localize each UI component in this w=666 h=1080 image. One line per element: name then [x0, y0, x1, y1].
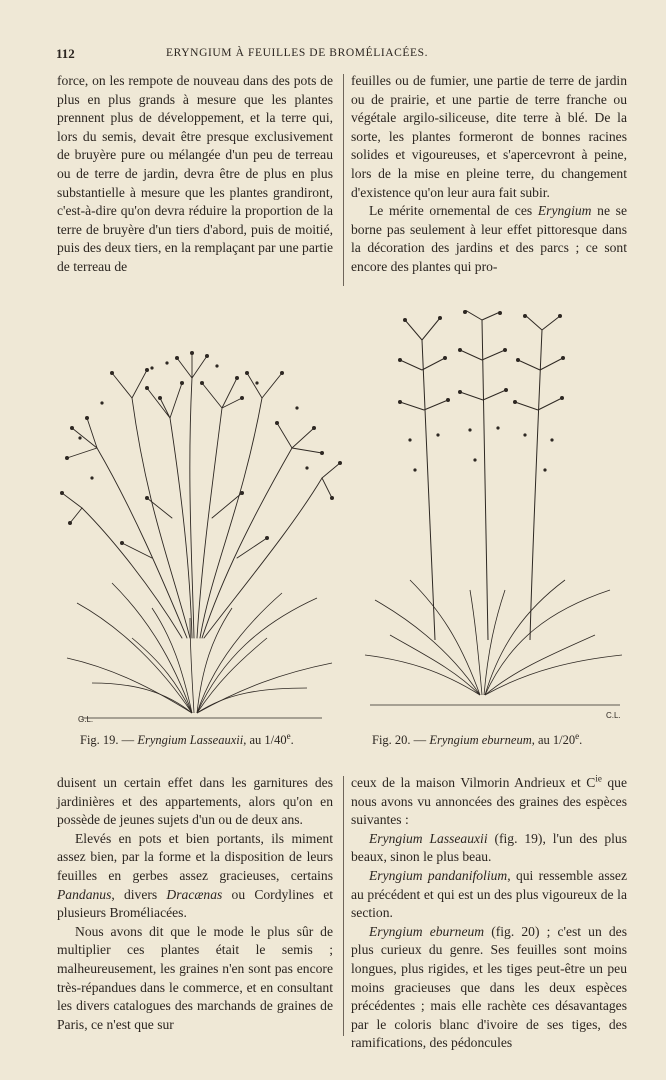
figure-20-illustration [360, 310, 630, 722]
species-name: Eryngium Lasseauxii [369, 830, 488, 846]
superscript: e [286, 730, 291, 741]
paragraph: duisent un certain effet dans les garnitures des jardinières et des appartements, alors qu'on en possède de jeunes sujets d'un ou de deux ans. [57, 775, 333, 828]
engraver-signature: C.L. [606, 711, 621, 720]
column-rule-top [343, 74, 344, 286]
top-right-column [351, 72, 627, 277]
caption-label: Fig. 19. — [80, 733, 138, 747]
paragraph [351, 923, 627, 1053]
column-rule-bottom [343, 776, 344, 1036]
top-left-column [57, 72, 333, 277]
figure-19-caption [80, 730, 294, 748]
text-run: Le mérite ornemental de ces [369, 203, 538, 219]
text-run: Elevés en pots et bien portants, ils miment assez bien, par la forme et la disposition de leurs feuilles en gerbes assez gracieuses, certains [57, 830, 333, 883]
text-run: ceux de la maison Vilmorin Andrieux et C [351, 775, 596, 790]
species-name: Eryngium pandanifolium [369, 867, 508, 883]
paragraph [351, 867, 627, 923]
caption-label: Fig. 20. — [372, 733, 430, 747]
superscript: e [575, 730, 580, 741]
text-run: ou Cordylines et plusieurs Broméliacées. [57, 886, 333, 921]
superscript: ie [595, 773, 602, 784]
engraver-signature: G.L. [78, 715, 94, 724]
species-name: Eryngium Lasseauxii [137, 733, 244, 747]
figure-20-caption [372, 730, 583, 748]
caption-end: . [579, 733, 583, 747]
genus-name: Pandanus [57, 886, 112, 902]
text-run: que nous avons vu annoncées des graines des espèces suivantes : [351, 775, 627, 828]
text-run: (fig. 19), l'un des plus beaux, sinon le plus beau. [351, 830, 628, 865]
text-run: ne se borne pas seulement à leur effet pittoresque dans la décoration des jardins et des parcs ; ce sont encore des plantes qui pro- [351, 203, 628, 274]
paragraph [351, 202, 627, 276]
text-run: (fig. 20) ; c'est un des plus curieux du genre. Ses feuilles sont moins longues, plus rigides, et les tiges peut-être un peu moins gracieuses que dans les deux espèces précédentes ; mais elle rachète ces désavantages par le coloris blanc d'ivoire de ses tiges, des ramifications, des pédoncules [351, 923, 627, 1051]
paragraph: force, on les rempote de nouveau dans des pots de plus en plus grands à mesure que les plantes prennent plus de développement, et la terre qui, lors du semis, devait être presque exclusivement de bruyère pure ou mélangée d'un peu de terreau ou de terre de jardin, devra être de plus en plus substantielle à mesure que les plantes grandiront, c'est-à-dire qu'on devra réduire la proportion de la terre de bruyère d'un tiers d'abord, puis de moitié, puis des deux tiers, en la remplaçant par une partie de terreau de [57, 73, 333, 274]
running-title: ERYNGIUM À FEUILLES DE BROMÉLIACÉES. [166, 47, 429, 59]
page-number: 112 [56, 46, 75, 61]
caption-end: . [290, 733, 294, 747]
species-name: Eryngium eburneum [429, 733, 532, 747]
caption-scale: , au 1/20 [531, 733, 576, 747]
genus-name: Eryngium [537, 203, 592, 219]
caption-scale: , au 1/40 [243, 733, 287, 747]
genus-name: Dracænas [166, 886, 223, 902]
text-run: , divers [111, 886, 167, 902]
paragraph [351, 774, 627, 830]
page-header [56, 46, 626, 66]
text-run: , qui ressemble assez au précédent et qui est un des plus vigoureux de la section. [351, 867, 627, 921]
paragraph: feuilles ou de fumier, une partie de terre de jardin ou de prairie, et une partie de terre franche ou végétale argilo-siliceuse, dite terre à blé. De la sorte, les plantes formeront de bonnes racines solides et vigoureuses, et s'apercevront à peine, lors de la mise en pleine terre, du changement d'existence qu'on leur aura fait subir. [351, 73, 627, 200]
paragraph [351, 830, 627, 867]
paragraph: Nous avons dit que le mode le plus sûr de multiplier ces plantes était le semis ; malheureusement, les graines n'en sont pas encore très-répandues dans le commerce, et en consultant les divers catalogues des marchands de graines de Paris, ce n'est que sur [57, 923, 333, 1032]
paragraph [57, 830, 333, 923]
figure-19-illustration [52, 338, 346, 726]
bottom-left-column [57, 774, 333, 1034]
bottom-right-column [351, 774, 627, 1053]
species-name: Eryngium eburneum [369, 923, 485, 939]
